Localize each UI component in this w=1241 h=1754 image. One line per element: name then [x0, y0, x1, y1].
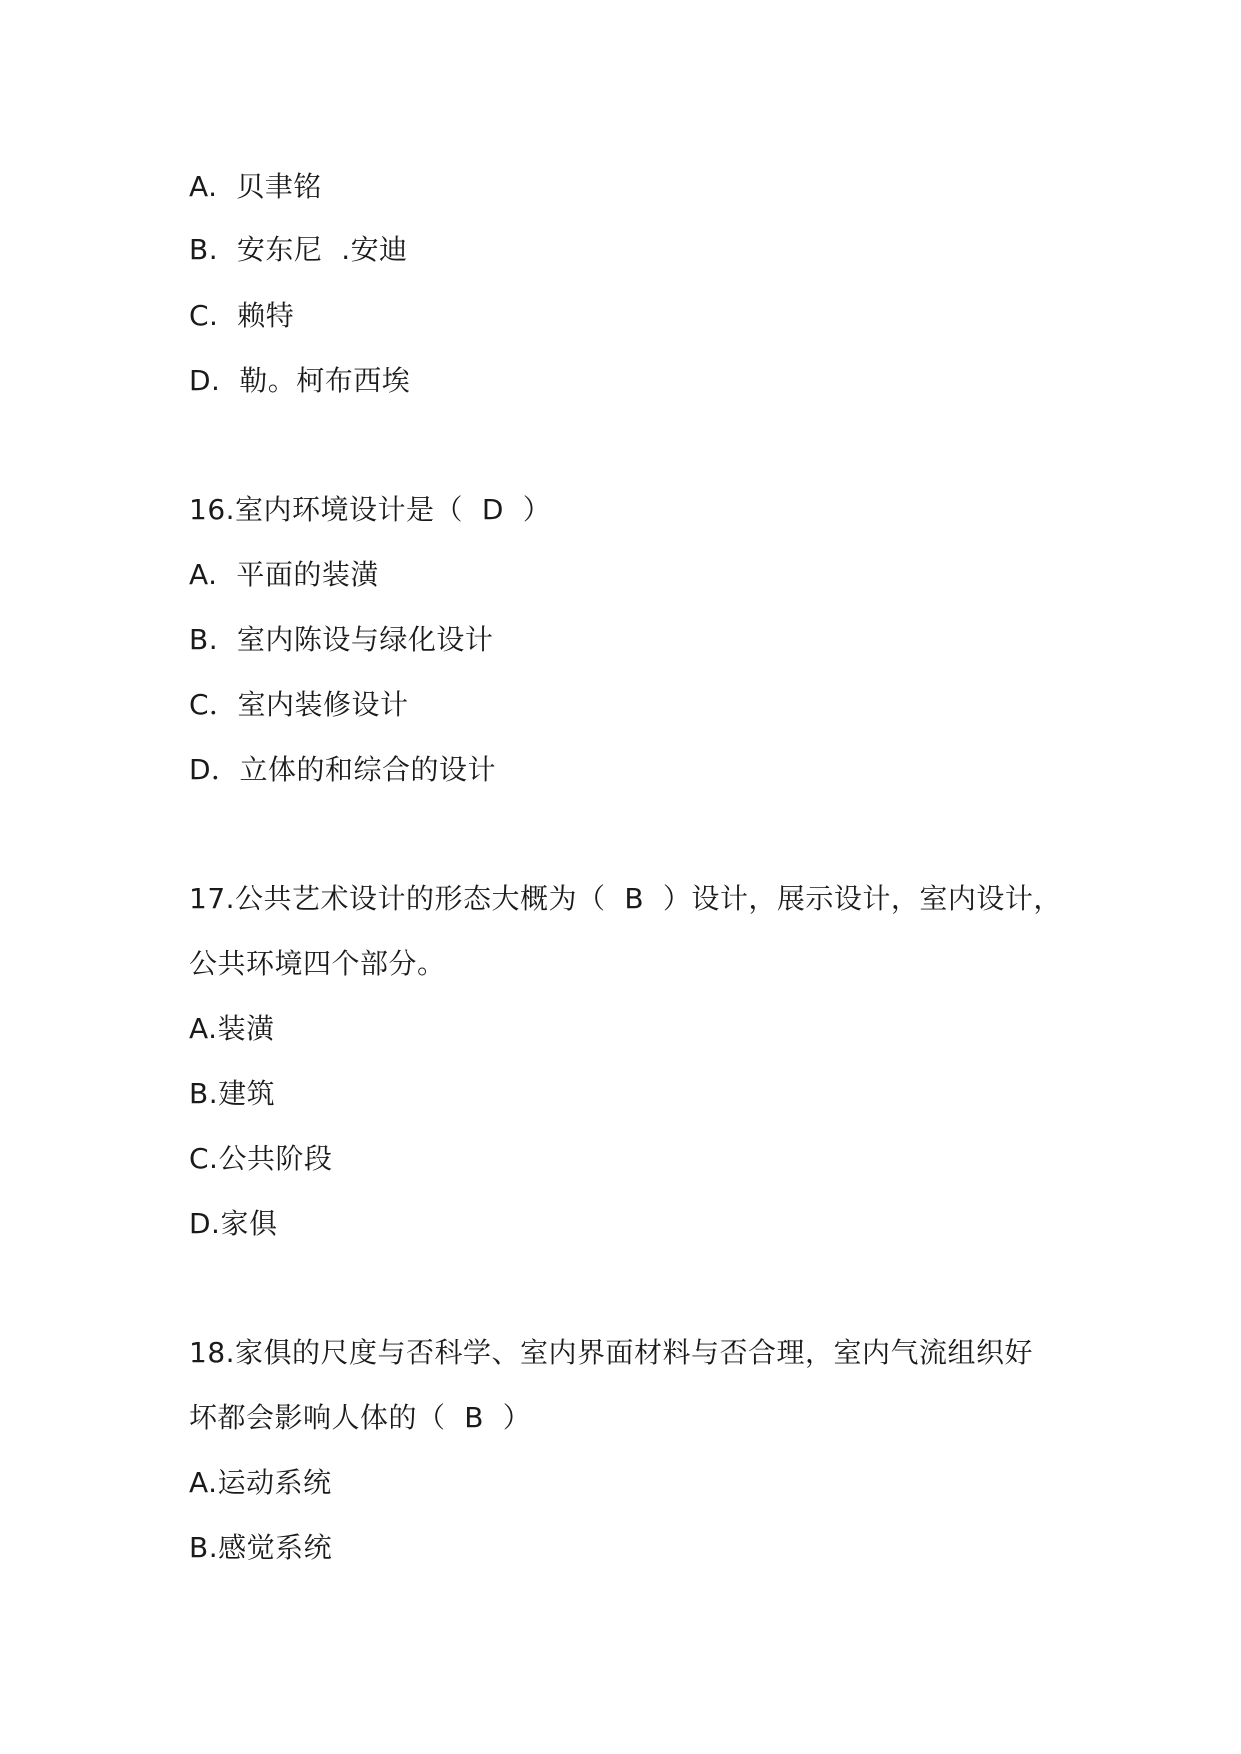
q16-stem: 16.室内环境设计是（ D ）: [189, 493, 552, 526]
q17-option-b: B.建筑: [189, 1077, 276, 1110]
q17-option-c: C.公共阶段: [189, 1142, 333, 1175]
q18-option-b: B.感觉系统: [189, 1531, 333, 1564]
q15-option-d: D. 勒。柯布西埃: [189, 364, 411, 397]
q18-stem-line2: 坏都会影响人体的（ B ）: [189, 1401, 532, 1434]
q16-option-c: C．室内装修设计: [189, 688, 409, 721]
q18-option-a: A.运动系统: [189, 1466, 332, 1499]
q15-option-b: B. 安东尼 .安迪: [189, 233, 408, 266]
q17-stem-line2: 公共环境四个部分。: [189, 947, 446, 980]
q17-option-a: A.装潢: [189, 1012, 275, 1045]
q17-option-d: D.家俱: [189, 1207, 278, 1240]
q16-option-b: B. 室内陈设与绿化设计: [189, 623, 494, 656]
q15-option-c: C. 赖特: [189, 299, 295, 332]
q15-option-a: A. 贝聿铭: [189, 170, 322, 203]
q18-stem-line1: 18.家俱的尺度与否科学、室内界面材料与否合理，室内气流组织好: [189, 1336, 1034, 1369]
q16-option-d: D．立体的和综合的设计: [189, 753, 497, 786]
q17-stem-line1: 17.公共艺术设计的形态大概为（ B ）设计，展示设计，室内设计，: [189, 882, 1062, 915]
q16-option-a: A. 平面的装潢: [189, 558, 379, 591]
